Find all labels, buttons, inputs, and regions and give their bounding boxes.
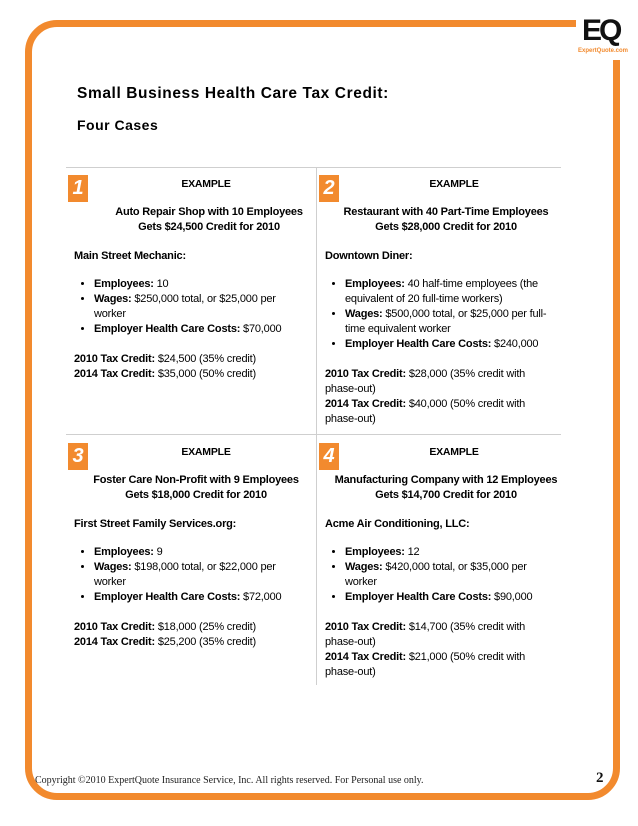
list-item: • Wages: $500,000 total, or $25,000 per full-time equivalent worker: [345, 307, 555, 337]
case-credits: [74, 620, 310, 650]
case-business-name: First Street Family Services.org:: [74, 518, 237, 530]
credit-line: 2014 Tax Credit: $35,000 (50% credit): [74, 368, 256, 380]
case-number-badge: 1: [68, 175, 88, 202]
logo-mark: EQ: [582, 14, 620, 47]
case-card-4: [317, 435, 561, 685]
cases-grid: [66, 167, 561, 685]
expertquote-logo: [576, 12, 628, 60]
case-card-1: [66, 167, 316, 434]
credit-line: 2010 Tax Credit: $14,700 (35% credit with phase-out): [325, 621, 526, 648]
list-item: • Employees: 9: [94, 545, 310, 560]
list-item: • Employees: 10: [94, 277, 310, 292]
case-details-list: [325, 277, 555, 352]
case-business-name: Downtown Diner:: [325, 250, 413, 262]
list-item: • Wages: $250,000 total, or $25,000 per worker: [94, 292, 310, 322]
case-credits: [325, 620, 555, 680]
case-credits: [74, 352, 310, 382]
credit-line: 2014 Tax Credit: $25,200 (35% credit): [74, 636, 256, 648]
case-number-badge: 2: [319, 175, 339, 202]
credit-line: 2010 Tax Credit: $24,500 (35% credit): [74, 353, 256, 365]
case-description: Manufacturing Company with 12 Employees Gets $14,700 Credit for 2010: [334, 474, 558, 501]
list-item: • Employer Health Care Costs: $70,000: [94, 322, 310, 337]
case-details-list: [325, 545, 555, 605]
list-item: • Employees: 40 half-time employees (the equivalent of 20 full-time workers): [345, 277, 555, 307]
case-business-name: Main Street Mechanic:: [74, 250, 186, 262]
copyright-footer: Copyright ©2010 ExpertQuote Insurance Service, Inc. All rights reserved. For Personal use only.: [35, 775, 424, 786]
case-example-label: EXAMPLE: [429, 178, 479, 190]
case-card-3: [66, 435, 316, 685]
logo-site: ExpertQuote.com: [578, 48, 629, 54]
credit-line: 2014 Tax Credit: $21,000 (50% credit with phase-out): [325, 651, 526, 678]
case-description: Restaurant with 40 Part-Time Employees Gets $28,000 Credit for 2010: [343, 206, 549, 233]
case-details-list: [74, 277, 310, 337]
list-item: • Employees: 12: [345, 545, 555, 560]
case-example-label: EXAMPLE: [429, 446, 479, 458]
case-card-2: [317, 167, 561, 434]
case-description: Auto Repair Shop with 10 Employees Gets $24,500 Credit for 2010: [115, 206, 303, 233]
list-item: • Employer Health Care Costs: $90,000: [345, 590, 555, 605]
page-number: 2: [596, 770, 604, 786]
case-number-badge: 3: [68, 443, 88, 470]
case-business-name: Acme Air Conditioning, LLC:: [325, 518, 470, 530]
list-item: • Wages: $198,000 total, or $22,000 per worker: [94, 560, 310, 590]
list-item: • Employer Health Care Costs: $72,000: [94, 590, 310, 605]
case-number-badge: 4: [319, 443, 339, 470]
case-credits: [325, 367, 555, 427]
case-description: Foster Care Non-Profit with 9 Employees Gets $18,000 Credit for 2010: [93, 474, 299, 501]
list-item: • Employer Health Care Costs: $240,000: [345, 337, 555, 352]
credit-line: 2010 Tax Credit: $18,000 (25% credit): [74, 621, 256, 633]
credit-line: 2014 Tax Credit: $40,000 (50% credit with phase-out): [325, 398, 526, 425]
credit-line: 2010 Tax Credit: $28,000 (35% credit with phase-out): [325, 368, 526, 395]
list-item: • Wages: $420,000 total, or $35,000 per worker: [345, 560, 555, 590]
page-subtitle: Four Cases: [77, 117, 159, 133]
page-title: Small Business Health Care Tax Credit:: [77, 85, 389, 102]
case-details-list: [74, 545, 310, 605]
case-example-label: EXAMPLE: [181, 178, 231, 190]
case-example-label: EXAMPLE: [181, 446, 231, 458]
